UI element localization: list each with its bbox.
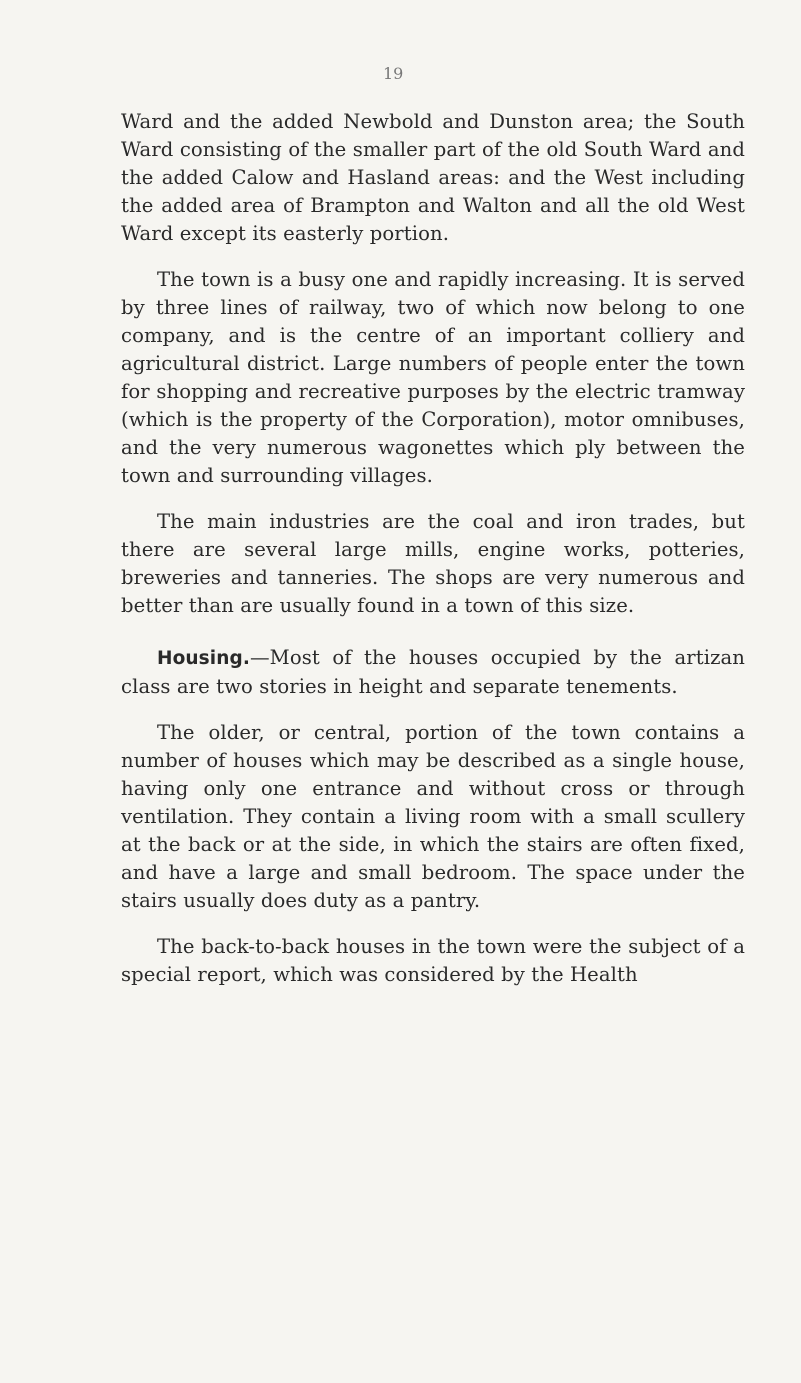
paragraph-ward-areas: Ward and the added Newbold and Dunston area; the South Ward consisting of the smaller part of the old South Ward and the added Calow and Hasland areas: and the West including the added area of Brampton and Walton and all the old West Ward except its easterly portion. <box>121 110 745 245</box>
body-text <box>121 108 745 989</box>
page-number: 19 <box>383 64 404 83</box>
housing-text: —Most of the houses occupied by the artizan class are two stories in height and separate tenements. <box>121 646 745 698</box>
paragraph-back-to-back: The back-to-back houses in the town were the subject of a special report, which was considered by the Health <box>121 935 745 986</box>
paragraph-older-houses: The older, or central, portion of the town contains a number of houses which may be described as a single house, having only one entrance and without cross or through ventilation. They contain a living room with a small scullery at the back or at the side, in which the stairs are often fixed, and have a large and small bedroom. The space under the stairs usually does duty as a pantry. <box>121 721 745 912</box>
housing-heading: Housing. <box>157 648 250 669</box>
paragraph-town-description: The town is a busy one and rapidly increasing. It is served by three lines of railway, two of which now belong to one company, and is the centre of an important colliery and agricultural district. Large numbers of people enter the town for shopping and recreative purposes by the electric tramway (which is the property of the Corporation), motor omnibuses, and the very numerous wagonettes which ply between the town and surrounding villages. <box>121 268 745 487</box>
paragraph-industries: The main industries are the coal and iron trades, but there are several large mills, engine works, potteries, breweries and tanneries. The shops are very numerous and better than are usually found in a town of this size. <box>121 510 745 617</box>
paragraph-housing <box>121 644 745 701</box>
